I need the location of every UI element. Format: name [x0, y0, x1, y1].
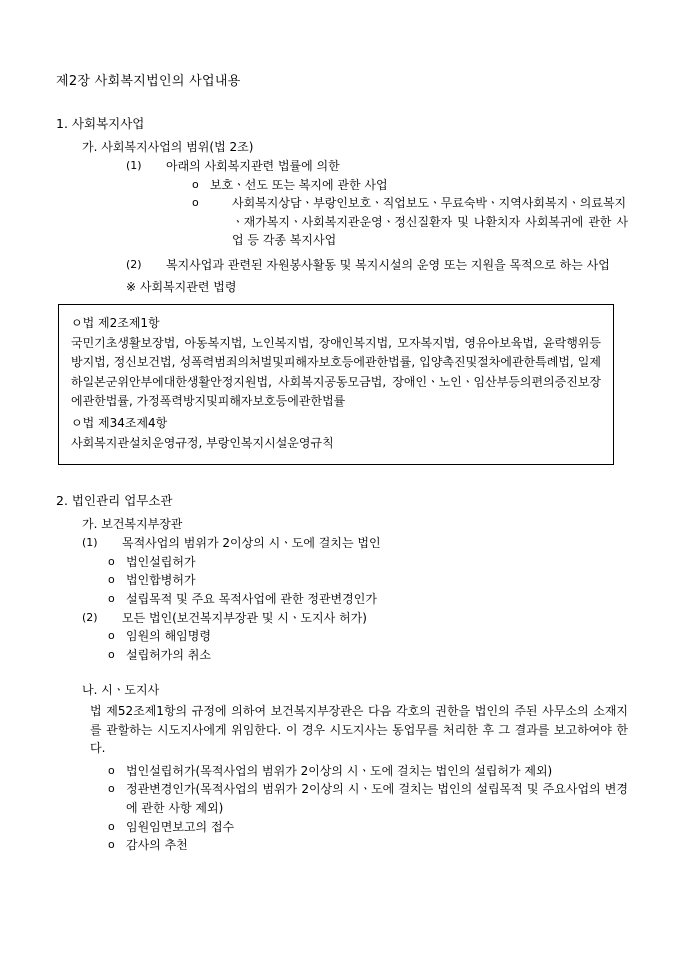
sub-b-paragraph-text: 법 제52조제1항의 규정에 의하여 보건복지부장관은 다음 각호의 권한을 법인의 주된 사무소의 소재지를 관할하는 시도지사에게 위임한다. 이 경우 시도지사는 동업무를 처리한 후 그 결과를 보고하여야 한다. [90, 704, 628, 756]
list-item-text: 보호ㆍ선도 또는 복지에 관한 사업 [210, 177, 388, 192]
sub-a-label: 가. [82, 139, 98, 154]
circle-bullet-icon: o [108, 592, 115, 606]
circle-bullet-icon: o [192, 196, 199, 210]
sub-b-bullets [108, 762, 628, 855]
sub-b-label: 나. [82, 683, 98, 698]
law-box-heading-2: ㅇ법 제34조제4항 [71, 416, 168, 431]
list-item [192, 176, 628, 195]
circle-bullet-icon: o [108, 782, 115, 796]
list-item-text: 임원의 해임명령 [126, 629, 211, 644]
circle-bullet-icon: o [192, 177, 199, 191]
list-item-text: 법인설립허가(목적사업의 범위가 2이상의 시ㆍ도에 걸치는 법인의 설립허가 제외) [126, 763, 553, 778]
law-reference-box [58, 304, 614, 465]
section-1-heading [56, 114, 628, 133]
list-item [108, 818, 628, 837]
circle-bullet-icon: o [108, 819, 115, 833]
section-1-sub-a [82, 138, 628, 297]
list-item-text: 법인합병허가 [126, 573, 196, 588]
sub-a-item-1 [126, 157, 628, 250]
list-item-text: 설립목적 및 주요 목적사업에 관한 정관변경인가 [126, 592, 377, 607]
sub-a2-item-1 [82, 534, 628, 608]
section-2-title: 법인관리 업무소관 [71, 493, 173, 509]
list-item-text: 감사의 추천 [126, 838, 188, 853]
list-item [108, 836, 628, 855]
circle-bullet-icon: o [108, 763, 115, 777]
item-2-text: 모든 법인(보건복지부장관 및 시ㆍ도지사 허가) [122, 610, 367, 625]
law-box-heading-1: ㅇ법 제2조제1항 [71, 316, 160, 331]
list-item [108, 590, 628, 609]
circle-bullet-icon: o [108, 647, 115, 661]
item-2-label: (2) [82, 610, 98, 624]
list-item [192, 194, 628, 250]
list-item-text: 설립허가의 취소 [126, 647, 211, 662]
section-2 [56, 491, 628, 854]
circle-bullet-icon: o [108, 554, 115, 568]
sub-b-paragraph [90, 702, 628, 758]
item-1-bullets [108, 553, 628, 609]
circle-bullet-icon: o [108, 573, 115, 587]
sub-a2-label: 가. [82, 516, 98, 531]
circle-bullet-icon: o [108, 838, 115, 852]
section-1-number: 1. [56, 116, 68, 132]
section-2-heading [56, 491, 628, 510]
list-item [108, 571, 628, 590]
sub-a2-item-2 [82, 609, 628, 665]
item-1-text: 아래의 사회복지관련 법률에 의한 [166, 159, 340, 174]
section-2-sub-b [82, 681, 628, 854]
item-1-heading [82, 534, 628, 553]
section-2-sub-a [82, 515, 628, 665]
section-2-number: 2. [56, 493, 68, 509]
list-item-text: 법인설립허가 [126, 554, 196, 569]
item-2-text: 복지사업과 관련된 자원봉사활동 및 복지시설의 운영 또는 지원을 목적으로 하는 사업 [166, 258, 610, 273]
item-2-heading [82, 609, 628, 628]
list-item [108, 627, 628, 646]
item-1-bullets [192, 176, 628, 250]
sub-a2-heading [82, 515, 628, 534]
list-item-text: 임원임면보고의 접수 [126, 819, 235, 834]
page-title: 제2장 사회복지법인의 사업내용 [56, 74, 241, 89]
section-1 [56, 114, 628, 296]
item-2-label: (2) [126, 258, 142, 272]
list-item [108, 646, 628, 665]
list-item-text: 정관변경인가(목적사업의 범위가 2이상의 시ㆍ도에 걸치는 법인의 설립목적 및 주요사업의 변경에 관한 사항 제외) [126, 782, 628, 816]
item-1-heading [126, 157, 628, 176]
note-mark: ※ 사회복지관련 법령 [126, 279, 237, 294]
item-1-label: (1) [82, 536, 98, 550]
law-box-body-2: 사회복지관설치운영규정, 부랑인복지시설운영규칙 [71, 435, 334, 450]
sub-a-title: 사회복지사업의 범위(법 2조) [101, 139, 254, 154]
section-1-title: 사회복지사업 [71, 116, 145, 132]
list-item [108, 780, 628, 817]
item-1-label: (1) [126, 159, 142, 173]
sub-a-item-2 [126, 256, 628, 275]
sub-a2-title: 보건복지부장관 [101, 516, 183, 531]
item-1-text: 목적사업의 범위가 2이상의 시ㆍ도에 걸치는 법인 [122, 536, 381, 551]
circle-bullet-icon: o [108, 629, 115, 643]
list-item [108, 553, 628, 572]
law-box-body-1: 국민기초생활보장법, 아동복지법, 노인복지법, 장애인복지법, 모자복지법, 영유아보육법, 윤락행위등방지법, 정신보건법, 성폭력범죄의처벌및피해자보호등에관한법률, 입양촉진및절차에관한특례법, 일제하일본군위안부에대한생활안정지원법, 사회복지공동모금법, 장애인ㆍ노인ㆍ임산부등의편의증진보장에관한법률, 가정폭력방지및피해자보호등에관한법률 [71, 335, 601, 409]
list-item [108, 762, 628, 781]
item-2-bullets [108, 627, 628, 664]
list-item-text: 사회복지상담ㆍ부랑인보호ㆍ직업보도ㆍ무료숙박ㆍ지역사회복지ㆍ의료복지ㆍ재가복지ㆍ사회복지관운영ㆍ정신질환자 및 나환치자 사회복귀에 관한 사업 등 각종 복지사업 [232, 196, 628, 248]
sub-b-heading [82, 681, 628, 700]
sub-b-title: 시ㆍ도지사 [101, 683, 160, 698]
sub-a-heading [82, 138, 628, 157]
item-2-heading [126, 256, 628, 275]
